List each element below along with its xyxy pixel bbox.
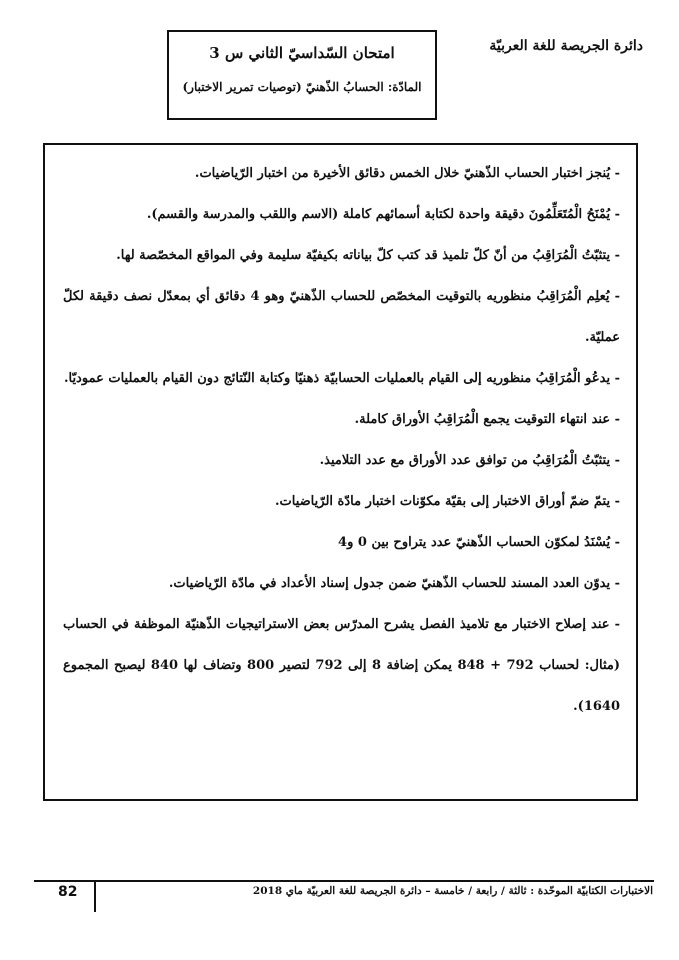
page-number: 82 <box>58 884 78 900</box>
instruction-item: - عند انتهاء التوقيت يجمع الْمُرَاقِبُ الأوراق كاملة. <box>354 412 620 427</box>
instruction-item: - يُنجز اختبار الحساب الذّهنيّ خلال الخمس دقائق الأخيرة من اختبار الرّياضيات. <box>194 166 620 181</box>
instruction-item: - يُعلِم الْمُرَاقِبُ منظوريه بالتوقيت المخصّص للحساب الذّهنيّ وهو 4 دقائق أي بمعدّل نصف دقيقة لكلّ عمليّة. <box>63 289 620 345</box>
instruction-item: - يتثبّتُ الْمُرَاقِبُ من أنّ كلّ تلميذ قد كتب كلّ بياناته بكيفيّة سليمة وفي المواقع المخصّصة لها. <box>116 248 620 263</box>
instruction-item: - عند إصلاح الاختبار مع تلاميذ الفصل يشرح المدرّس بعض الاستراتيجيات الذّهنيّة الموظفة في الحساب (مثال: لحساب 792 + 848 يمكن إضافة 8 إلى 792 لتصير 800 وتضاف لها 840 ليصبح المجموع 1640). <box>63 617 620 714</box>
instruction-item: - يتثبّتُ الْمُرَاقِبُ من توافق عدد الأوراق مع عدد التلاميذ. <box>319 453 620 468</box>
exam-title: امتحان السّداسيّ الثاني س 3 <box>209 44 395 62</box>
instruction-item: - يُمْنَحُ الْمُتَعَلِّمُونَ دقيقة واحدة لكتابة أسمائهم كاملة (الاسم واللقب والمدرسة والقسم). <box>146 207 620 222</box>
exam-title-box <box>167 30 437 120</box>
instruction-item: - يتمّ ضمّ أوراق الاختبار إلى بقيّة مكوّنات اختبار مادّة الرّياضيات. <box>275 494 620 509</box>
instruction-item: - يُسْنَدُ لمكوّن الحساب الذّهنيّ عدد يتراوح بين 0 و4 <box>338 535 620 550</box>
footer-divider <box>34 880 654 882</box>
instruction-item: - يدعُو الْمُرَاقِبُ منظوريه إلى القيام بالعمليات الحسابيّة ذهنيّا وكتابة النّتائج دون القيام بالعمليات عموديّا. <box>63 371 620 386</box>
instructions-box <box>43 143 638 801</box>
directorate-name: دائرة الجريصة للغة العربيّة <box>489 38 643 54</box>
footer-text: الاختبارات الكتابيّة الموحّدة : ثالثة / رابعة / خامسة – دائرة الجريصة للغة العربيّة ماي 2018 <box>252 885 653 897</box>
footer-separator <box>94 880 96 912</box>
instruction-item: - يدوّن العدد المسند للحساب الذّهنيّ ضمن جدول إسناد الأعداد في مادّة الرّياضيات. <box>168 576 620 591</box>
exam-subtitle: المادّة: الحسابُ الذّهنيّ (توصيات تمرير الاختبار) <box>182 80 422 94</box>
